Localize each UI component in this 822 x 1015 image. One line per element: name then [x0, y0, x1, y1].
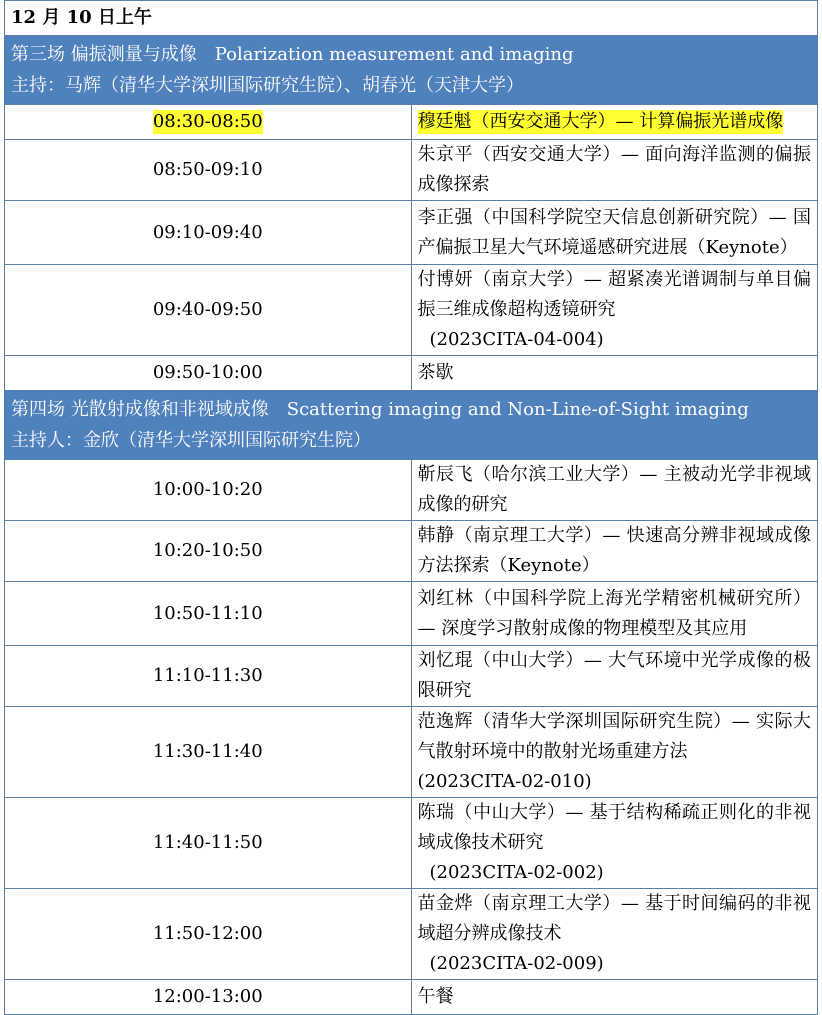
- time-cell: 09:40-09:50: [5, 265, 412, 356]
- desc-text: 穆廷魁（西安交通大学）— 计算偏振光谱成像: [417, 111, 784, 132]
- time-cell: 09:10-09:40: [5, 201, 412, 265]
- time-cell: 08:50-09:10: [5, 140, 412, 201]
- desc-cell: [411, 105, 818, 140]
- time-cell: 10:50-11:10: [5, 582, 412, 646]
- desc-cell: 午餐: [411, 980, 818, 1015]
- desc-cell: 李正强（中国科学院空天信息创新研究院）— 国产偏振卫星大气环境遥感研究进展（Keynote）: [411, 201, 818, 265]
- desc-cell: 刘忆琨（中山大学）— 大气环境中光学成像的极限研究: [411, 646, 818, 707]
- time-cell: 11:10-11:30: [5, 646, 412, 707]
- schedule-table: [4, 0, 818, 1015]
- desc-cell: 刘红林（中国科学院上海光学精密机械研究所）— 深度学习散射成像的物理模型及其应用: [411, 582, 818, 646]
- desc-cell: [411, 707, 818, 798]
- paper-code: (2023CITA-02-002): [429, 862, 604, 883]
- table-row: [5, 265, 818, 356]
- desc-text: 苗金烨（南京理工大学）— 基于时间编码的非视域超分辨成像技术: [417, 893, 811, 944]
- table-row: [5, 521, 818, 582]
- session-header: [5, 36, 818, 105]
- time-cell: 11:40-11:50: [5, 798, 412, 889]
- table-row: [5, 105, 818, 140]
- desc-text: 付博妍（南京大学）— 超紧凑光谱调制与单目偏振三维成像超构透镜研究: [417, 269, 811, 320]
- desc-cell: 韩静（南京理工大学）— 快速高分辨非视域成像方法探索（Keynote）: [411, 521, 818, 582]
- session-title-zh: 第三场 偏振测量与成像: [11, 44, 197, 65]
- table-row: [5, 707, 818, 798]
- table-row: [5, 798, 818, 889]
- time-cell: 10:20-10:50: [5, 521, 412, 582]
- table-row: [5, 201, 818, 265]
- desc-text: 范逸辉（清华大学深圳国际研究生院）— 实际大气散射环境中的散射光场重建方法: [417, 711, 811, 762]
- time-cell: 12:00-13:00: [5, 980, 412, 1015]
- table-row: [5, 460, 818, 521]
- paper-code: (2023CITA-02-009): [429, 953, 604, 974]
- time-text: 08:30-08:50: [152, 111, 263, 132]
- session-header-cell: [5, 391, 818, 460]
- desc-text: 陈瑞（中山大学）— 基于结构稀疏正则化的非视域成像技术研究: [417, 802, 811, 853]
- session-title-en: Scattering imaging and Non-Line-of-Sight imaging: [286, 399, 749, 420]
- time-cell: 10:00-10:20: [5, 460, 412, 521]
- time-cell: 09:50-10:00: [5, 356, 412, 391]
- session-header-cell: [5, 36, 818, 105]
- paper-code: (2023CITA-02-010): [417, 771, 592, 792]
- time-cell: 11:30-11:40: [5, 707, 412, 798]
- date-row: [5, 1, 818, 36]
- paper-code: (2023CITA-04-004): [429, 329, 604, 350]
- desc-cell: 朱京平（西安交通大学）— 面向海洋监测的偏振成像探索: [411, 140, 818, 201]
- table-row: [5, 980, 818, 1015]
- time-cell: 11:50-12:00: [5, 889, 412, 980]
- table-row: [5, 889, 818, 980]
- date-label: 12 月 10 日上午: [5, 1, 818, 36]
- session-header: [5, 391, 818, 460]
- desc-cell: 茶歇: [411, 356, 818, 391]
- table-row: [5, 646, 818, 707]
- desc-cell: [411, 265, 818, 356]
- session-chair: 主持人：金欣（清华大学深圳国际研究生院）: [11, 430, 371, 451]
- desc-cell: 靳辰飞（哈尔滨工业大学）— 主被动光学非视域成像的研究: [411, 460, 818, 521]
- table-row: [5, 582, 818, 646]
- session-title-en: Polarization measurement and imaging: [214, 44, 574, 65]
- desc-cell: [411, 889, 818, 980]
- session-chair: 主持：马辉（清华大学深圳国际研究生院）、胡春光（天津大学）: [11, 75, 524, 96]
- table-row: [5, 140, 818, 201]
- table-row: [5, 356, 818, 391]
- desc-cell: [411, 798, 818, 889]
- time-cell: [5, 105, 412, 140]
- session-title-zh: 第四场 光散射成像和非视域成像: [11, 399, 269, 420]
